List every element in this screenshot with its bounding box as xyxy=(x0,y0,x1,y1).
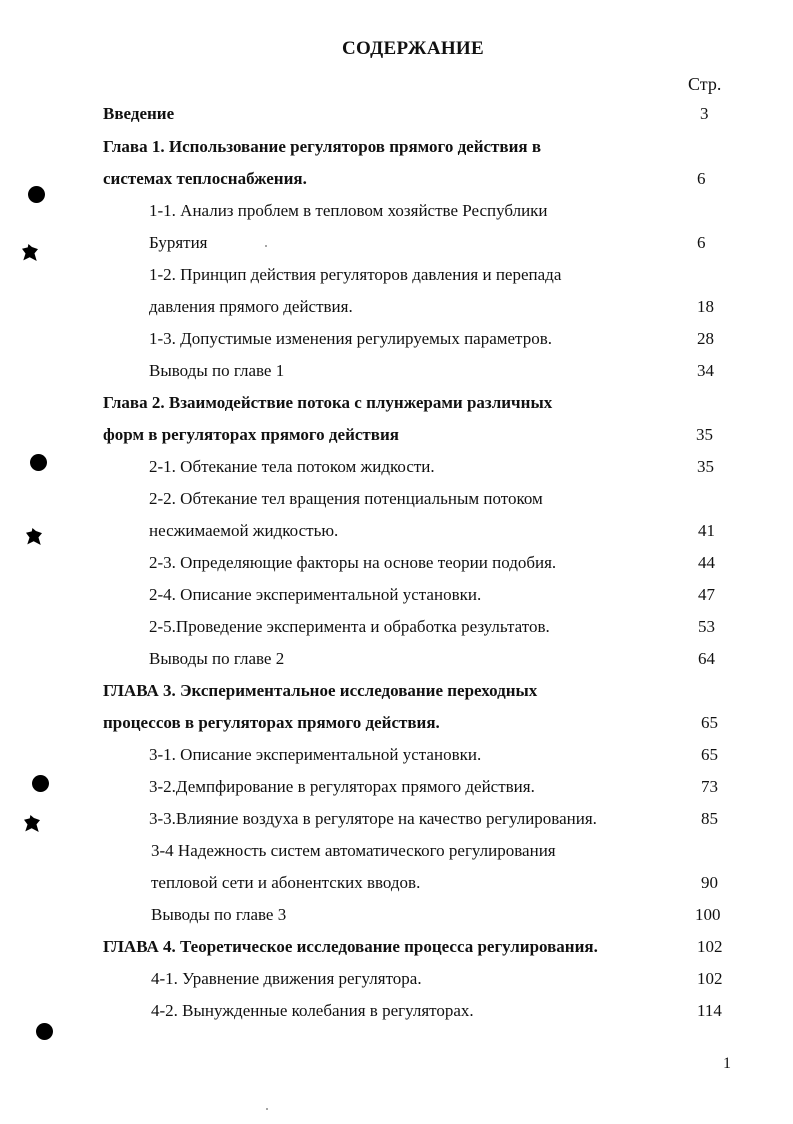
toc-section-line: Бурятия xyxy=(149,233,208,252)
toc-section-line: Выводы по главе 1 xyxy=(149,361,285,380)
toc-page-number: 34 xyxy=(697,361,714,380)
toc-section-line: 3-3.Влияние воздуха в регуляторе на качество регулирования. xyxy=(149,809,597,828)
toc-page-number: 102 xyxy=(697,969,723,988)
punch-hole-mark xyxy=(32,775,49,792)
toc-chapter-line: ГЛАВА 3. Экспериментальное исследование переходных xyxy=(103,681,538,700)
toc-chapter-line: форм в регуляторах прямого действия xyxy=(103,425,399,444)
page-column-label: Стр. xyxy=(688,74,722,94)
toc-page-number: 73 xyxy=(701,777,718,796)
toc-chapter-line: Глава 2. Взаимодействие потока с плунжерами различных xyxy=(103,393,553,412)
toc-page-number: 3 xyxy=(700,104,709,123)
toc-section-line: 2-3. Определяющие факторы на основе теории подобия. xyxy=(149,553,557,572)
toc-chapter-line: Глава 1. Использование регуляторов прямого действия в xyxy=(103,137,542,156)
toc-section-line: Выводы по главе 2 xyxy=(149,649,285,668)
toc-page-number: 6 xyxy=(697,233,706,252)
punch-hole-mark xyxy=(22,244,38,261)
toc-section-line: 3-1. Описание экспериментальной установки. xyxy=(149,745,482,764)
toc-chapter-line: ГЛАВА 4. Теоретическое исследование процесса регулирования. xyxy=(103,937,598,956)
toc-page-number: 85 xyxy=(701,809,718,828)
toc-section-line: 3-2.Демпфирование в регуляторах прямого действия. xyxy=(149,777,535,796)
toc-page-number: 44 xyxy=(698,553,715,572)
toc-section-line: давления прямого действия. xyxy=(149,297,353,316)
page-number: 1 xyxy=(723,1055,731,1072)
toc-page-number: 64 xyxy=(698,649,715,668)
toc-section-line: 2-5.Проведение эксперимента и обработка результатов. xyxy=(149,617,550,636)
toc-page-number: 65 xyxy=(701,713,718,732)
toc-section-line: 1-1. Анализ проблем в тепловом хозяйстве Республики xyxy=(149,201,548,220)
toc-section-line: 3-4 Надежность систем автоматического регулирования xyxy=(151,841,556,860)
toc-section-line: 2-2. Обтекание тел вращения потенциальным потоком xyxy=(149,489,543,508)
toc-section-line: 1-2. Принцип действия регуляторов давления и перепада xyxy=(149,265,562,284)
toc-page-number: 18 xyxy=(697,297,714,316)
toc-page-number: 28 xyxy=(697,329,714,348)
toc-section-line: несжимаемой жидкостью. xyxy=(149,521,339,540)
toc-page-number: 90 xyxy=(701,873,718,892)
toc-page-number: 35 xyxy=(697,457,714,476)
toc-section-line: 4-1. Уравнение движения регулятора. xyxy=(151,969,422,988)
toc-section-line: 2-4. Описание экспериментальной установки. xyxy=(149,585,482,604)
toc-chapter-line: системах теплоснабжения. xyxy=(103,169,307,188)
toc-chapter-line: Введение xyxy=(103,104,175,123)
punch-hole-mark xyxy=(24,815,40,832)
punch-hole-mark xyxy=(28,186,45,203)
toc-section-line: Выводы по главе 3 xyxy=(151,905,287,924)
toc-chapter-line: процессов в регуляторах прямого действия. xyxy=(103,713,440,732)
toc-page-number: 41 xyxy=(698,521,715,540)
toc-page-number: 102 xyxy=(697,937,723,956)
toc-page-number: 53 xyxy=(698,617,715,636)
toc-page-number: 114 xyxy=(697,1001,722,1020)
toc-page-number: 35 xyxy=(696,425,713,444)
toc-page-number: 100 xyxy=(695,905,721,924)
toc-title: СОДЕРЖАНИЕ xyxy=(342,38,484,59)
punch-hole-mark xyxy=(26,528,42,545)
toc-page-number: 6 xyxy=(697,169,706,188)
toc-page-number: 47 xyxy=(698,585,715,604)
punch-hole-mark xyxy=(36,1023,53,1040)
toc-section-line: 2-1. Обтекание тела потоком жидкости. xyxy=(149,457,435,476)
scan-speck xyxy=(266,1108,268,1110)
toc-section-line: 1-3. Допустимые изменения регулируемых параметров. xyxy=(149,329,552,348)
punch-hole-mark xyxy=(30,454,47,471)
toc-section-line: 4-2. Вынужденные колебания в регуляторах. xyxy=(151,1001,474,1020)
toc-section-line: тепловой сети и абонентских вводов. xyxy=(151,873,421,892)
scan-speck xyxy=(265,245,267,247)
toc-page-number: 65 xyxy=(701,745,718,764)
